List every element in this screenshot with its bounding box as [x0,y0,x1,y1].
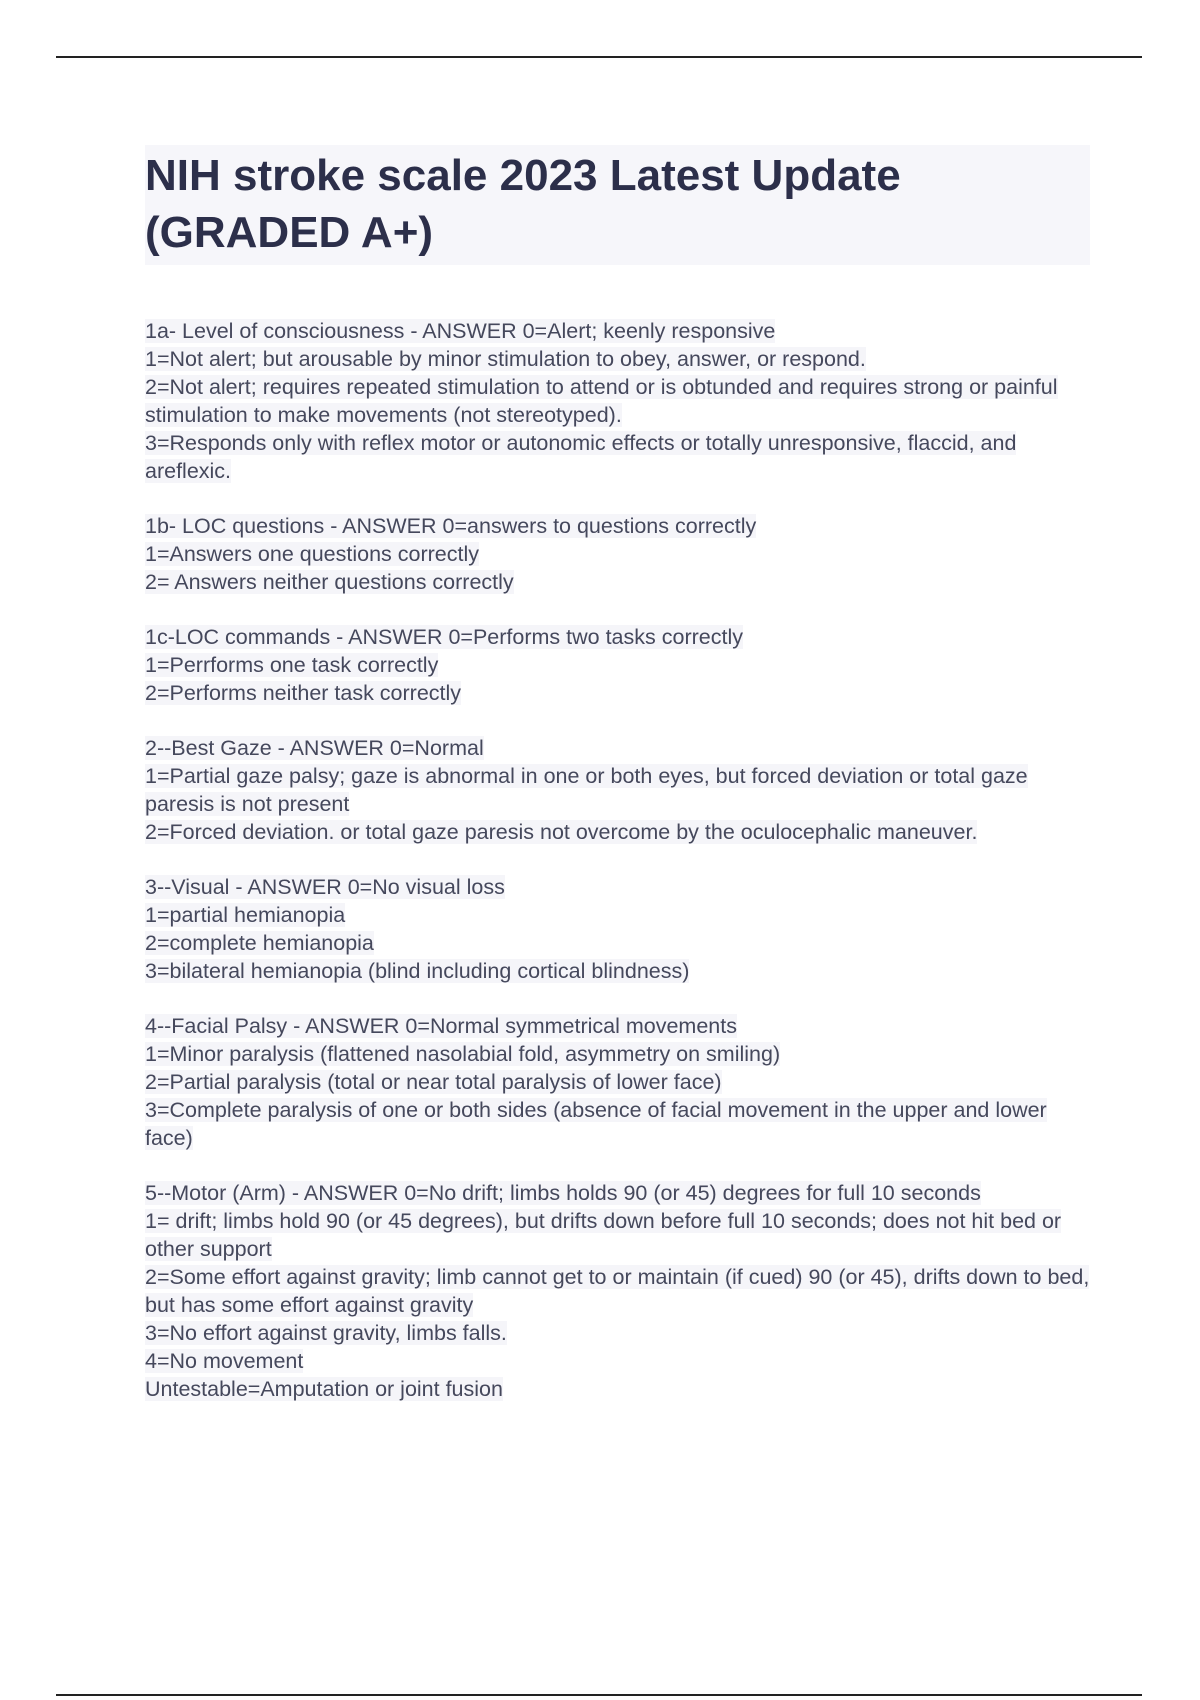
section-line: 1b- LOC questions - ANSWER 0=answers to questions correctly [145,514,757,538]
section-1a-level-of-consciousness [145,317,1090,485]
section-line: 2=Some effort against gravity; limb cannot get to or maintain (if cued) 90 (or 45), drifts down to bed, but has some effort against gravity [145,1265,1090,1317]
section-4-facial-palsy [145,1012,1090,1152]
document-title: NIH stroke scale 2023 Latest Update (GRADED A+) [145,151,901,257]
section-5-motor-arm [145,1179,1090,1403]
section-line: 3=Complete paralysis of one or both sides (absence of facial movement in the upper and lower face) [145,1098,1047,1150]
section-line: 1a- Level of consciousness - ANSWER 0=Alert; keenly responsive [145,319,776,343]
section-3-visual [145,873,1090,985]
section-line: 2=complete hemianopia [145,931,374,955]
section-line: 1c-LOC commands - ANSWER 0=Performs two tasks correctly [145,625,743,649]
section-line: 2=Not alert; requires repeated stimulation to attend or is obtunded and requires strong or painful stimulation to make movements (not stereotyped). [145,375,1058,427]
section-line: 2--Best Gaze - ANSWER 0=Normal [145,736,484,760]
section-line: 2=Partial paralysis (total or near total paralysis of lower face) [145,1070,722,1094]
section-line: 1=Minor paralysis (flattened nasolabial fold, asymmetry on smiling) [145,1042,781,1066]
section-line: 3=Responds only with reflex motor or autonomic effects or totally unresponsive, flaccid, and areflexic. [145,431,1017,483]
section-line: 1=partial hemianopia [145,903,346,927]
section-line: 5--Motor (Arm) - ANSWER 0=No drift; limbs holds 90 (or 45) degrees for full 10 seconds [145,1181,981,1205]
section-1c-loc-commands [145,623,1090,707]
top-rule [56,56,1142,58]
section-line: 3=No effort against gravity, limbs falls. [145,1321,507,1345]
section-line: Untestable=Amputation or joint fusion [145,1377,503,1401]
section-line: 2=Performs neither task correctly [145,681,462,705]
section-line: 1= drift; limbs hold 90 (or 45 degrees), but drifts down before full 10 seconds; does not hit bed or other support [145,1209,1062,1261]
section-line: 4--Facial Palsy - ANSWER 0=Normal symmetrical movements [145,1014,737,1038]
section-line: 1=Partial gaze palsy; gaze is abnormal in one or both eyes, but forced deviation or total gaze paresis is not present [145,764,1028,816]
section-line: 1=Answers one questions correctly [145,542,480,566]
section-line: 4=No movement [145,1349,304,1373]
section-1b-loc-questions [145,512,1090,596]
section-line: 2=Forced deviation. or total gaze paresis not overcome by the oculocephalic maneuver. [145,820,978,844]
document-body [145,145,1090,1430]
section-line: 3=bilateral hemianopia (blind including cortical blindness) [145,959,690,983]
title-block [145,145,1090,265]
section-2-best-gaze [145,734,1090,846]
bottom-rule [56,1694,1142,1696]
section-line: 1=Not alert; but arousable by minor stimulation to obey, answer, or respond. [145,347,866,371]
section-line: 3--Visual - ANSWER 0=No visual loss [145,875,505,899]
section-line: 1=Perrforms one task correctly [145,653,439,677]
section-line: 2= Answers neither questions correctly [145,570,514,594]
